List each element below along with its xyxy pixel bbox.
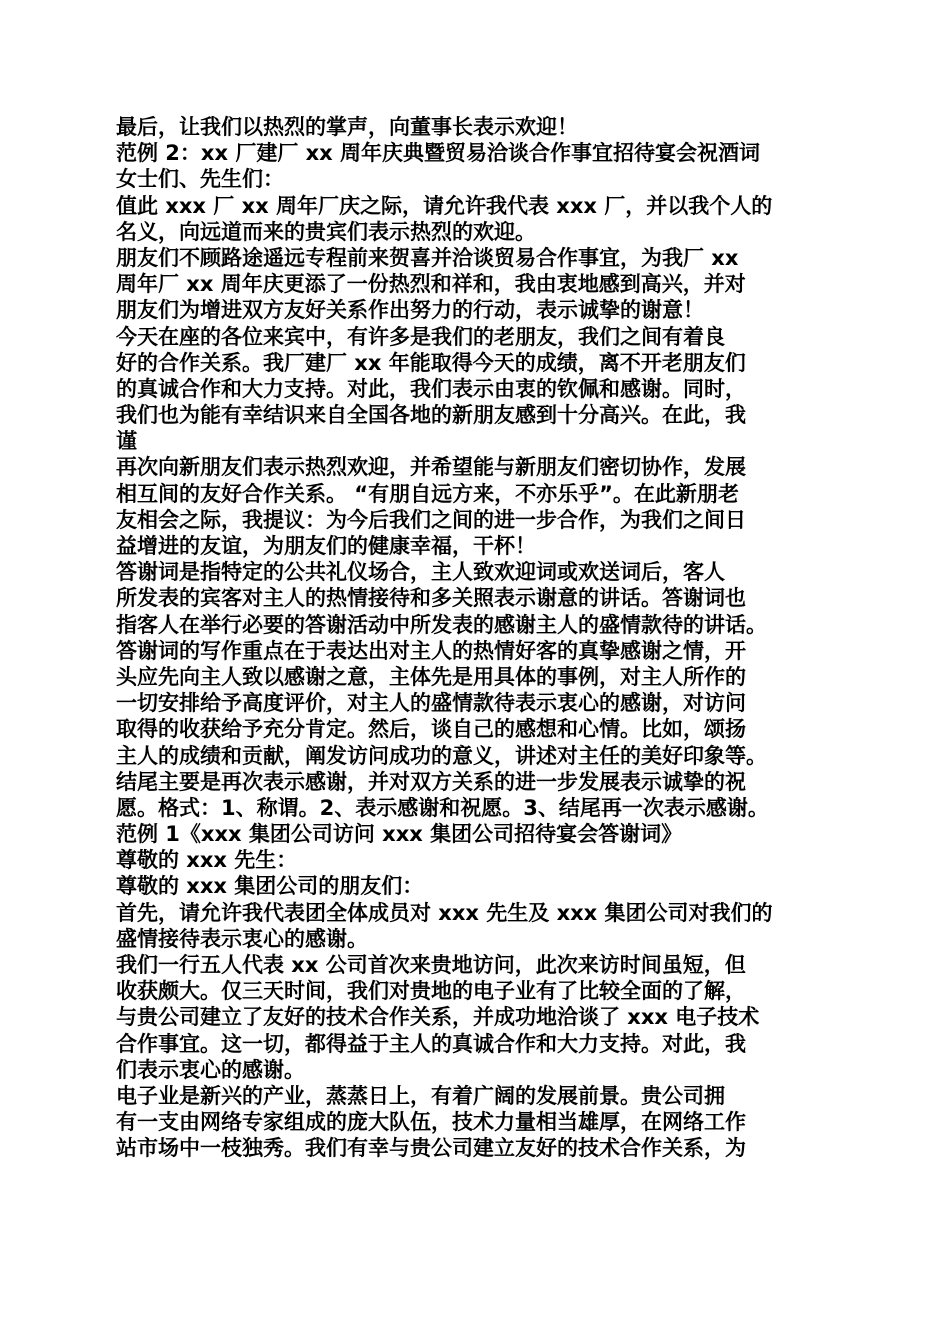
text-line: 盛情接待表示衷心的感谢。 xyxy=(116,926,368,951)
text-line: 今天在座的各位来宾中，有许多是我们的老朋友，我们之间有着良 xyxy=(116,324,725,349)
text-line: 收获颇大。仅三天时间，我们对贵地的电子业有了比较全面的了解， xyxy=(116,979,746,1004)
text-line: 女士们、先生们： xyxy=(116,167,284,192)
text-line: 尊敬的 xxx 集团公司的朋友们： xyxy=(116,874,424,899)
text-line: 朋友们不顾路途遥远专程前来贺喜并洽谈贸易合作事宜，为我厂 xx xyxy=(116,245,739,270)
text-line: 相互间的友好合作关系。 “有朋自远方来，不亦乐乎”。在此新朋老 xyxy=(116,481,739,506)
text-line: 有一支由网络专家组成的庞大队伍，技术力量相当雄厚，在网络工作 xyxy=(116,1110,746,1135)
text-line: 的真诚合作和大力支持。对此，我们表示由衷的钦佩和感谢。同时， xyxy=(116,376,746,401)
text-line: 周年厂 xx 周年庆更添了一份热烈和祥和，我由衷地感到高兴，并对 xyxy=(116,272,746,297)
text-line: 与贵公司建立了友好的技术合作关系，并成功地洽谈了 xxx 电子技术 xyxy=(116,1005,760,1030)
text-line: 名义，向远道而来的贵宾们表示热烈的欢迎。 xyxy=(116,219,536,244)
text-line: 一切安排给予高度评价，对主人的盛情款待表示衷心的感谢，对访问 xyxy=(116,691,746,716)
document-body xyxy=(116,114,856,1162)
text-line: 朋友们为增进双方友好关系作出努力的行动，表示诚挚的谢意！ xyxy=(116,298,704,323)
text-line: 所发表的宾客对主人的热情接待和多关照表示谢意的讲话。答谢词也 xyxy=(116,586,746,611)
text-line: 电子业是新兴的产业，蒸蒸日上，有着广阔的发展前景。贵公司拥 xyxy=(116,1083,725,1108)
text-line: 好的合作关系。我厂建厂 xx 年能取得今天的成绩，离不开老朋友们 xyxy=(116,350,746,375)
text-line: 结尾主要是再次表示感谢，并对双方关系的进一步发展表示诚挚的祝 xyxy=(116,769,746,794)
text-line: 再次向新朋友们表示热烈欢迎，并希望能与新朋友们密切协作，发展 xyxy=(116,455,746,480)
text-line: 答谢词的写作重点在于表达出对主人的热情好客的真挚感谢之情，开 xyxy=(116,638,746,663)
text-line: 谨 xyxy=(116,429,137,454)
text-line: 合作事宜。这一切，都得益于主人的真诚合作和大力支持。对此，我 xyxy=(116,1031,746,1056)
text-line: 我们也为能有幸结识来自全国各地的新朋友感到十分高兴。在此，我 xyxy=(116,403,746,428)
text-line: 首先，请允许我代表团全体成员对 xxx 先生及 xxx 集团公司对我们的 xyxy=(116,900,773,925)
text-line: 们表示衷心的感谢。 xyxy=(116,1057,305,1082)
text-line: 范例 2：xx 厂建厂 xx 周年庆典暨贸易洽谈合作事宜招待宴会祝酒词 xyxy=(116,141,761,166)
text-line: 最后，让我们以热烈的掌声，向董事长表示欢迎！ xyxy=(116,115,578,139)
text-line: 愿。格式：1、称谓。2、表示感谢和祝愿。3、结尾再一次表示感谢。 xyxy=(116,795,769,820)
text-line: 站市场中一枝独秀。我们有幸与贵公司建立友好的技术合作关系，为 xyxy=(116,1136,746,1161)
text-line: 尊敬的 xxx 先生： xyxy=(116,848,298,873)
text-line: 头应先向主人致以感谢之意，主体先是用具体的事例，对主人所作的 xyxy=(116,664,746,689)
text-line: 益增进的友谊，为朋友们的健康幸福，干杯！ xyxy=(116,534,536,558)
text-line: 我们一行五人代表 xx 公司首次来贵地访问，此次来访时间虽短，但 xyxy=(116,953,746,977)
text-line: 答谢词是指特定的公共礼仪场合，主人致欢迎词或欢送词后，客人 xyxy=(116,560,725,585)
text-line: 指客人在举行必要的答谢活动中所发表的感谢主人的盛情款待的讲话。 xyxy=(116,612,767,637)
text-line: 友相会之际，我提议：为今后我们之间的进一步合作，为我们之间日 xyxy=(116,507,746,532)
text-line: 值此 xxx 厂 xx 周年厂庆之际，请允许我代表 xxx 厂，并以我个人的 xyxy=(116,193,773,218)
text-line: 范例 1《xxx 集团公司访问 xxx 集团公司招待宴会答谢词》 xyxy=(116,822,683,847)
text-line: 主人的成绩和贡献，阐发访问成功的意义，讲述对主任的美好印象等。 xyxy=(116,743,767,768)
text-line: 取得的收获给予充分肯定。然后，谈自己的感想和心情。比如，颂扬 xyxy=(116,717,746,742)
